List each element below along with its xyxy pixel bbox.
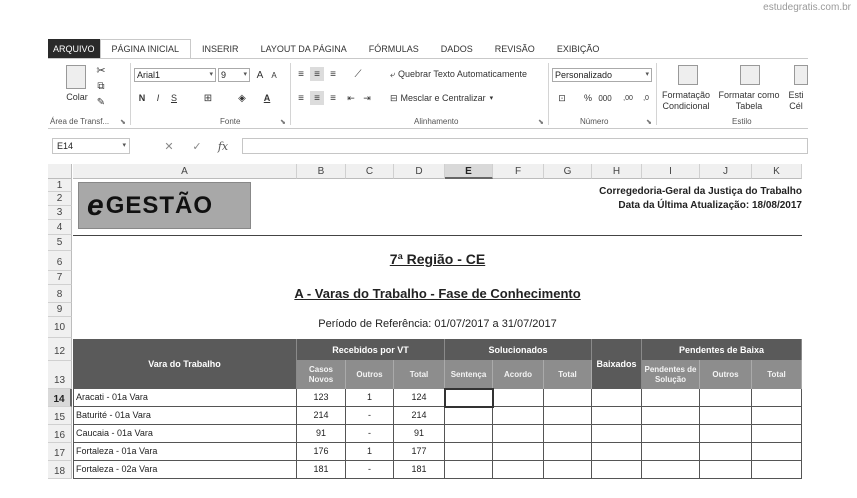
cell-empty[interactable] — [493, 425, 544, 443]
cell-empty[interactable] — [642, 443, 700, 461]
tab-pagina-inicial[interactable]: PÁGINA INICIAL — [100, 39, 192, 58]
merge-center-icon: ⊟ — [390, 92, 398, 103]
wrap-text-icon: ⤶ — [390, 68, 396, 79]
cell-empty[interactable] — [445, 407, 493, 425]
cell-vara[interactable]: Fortaleza - 01a Vara — [73, 443, 297, 461]
cell-casos[interactable]: 176 — [297, 443, 346, 461]
row-header-16[interactable]: 16 — [48, 425, 72, 443]
cell-vara[interactable]: Aracati - 01a Vara — [73, 389, 297, 407]
increase-decimal-button[interactable]: ,00 — [623, 94, 633, 102]
row-header-4[interactable]: 4 — [48, 220, 72, 235]
row-header-3[interactable]: 3 — [48, 206, 72, 220]
conditional-format-icon — [678, 65, 698, 85]
row-header-13[interactable]: 13 — [48, 361, 72, 389]
cell-total[interactable]: 214 — [394, 407, 445, 425]
row-header-8[interactable]: 8 — [48, 285, 72, 303]
cell-empty[interactable] — [445, 443, 493, 461]
increase-indent-icon[interactable]: ⇥ — [363, 92, 371, 103]
row-header-14[interactable]: 14 — [48, 389, 72, 407]
alignment-launcher-icon[interactable]: ⬊ — [538, 119, 544, 126]
subheader-total-solucionados: Total — [544, 360, 592, 389]
tab-inserir[interactable]: INSERIR — [202, 43, 239, 54]
copy-icon[interactable]: ⧉ — [97, 80, 105, 92]
subheader-pendentes-solucao: Pendentes de Solução — [642, 360, 700, 389]
fill-color-icon[interactable]: ◈ — [238, 92, 246, 104]
enter-icon[interactable]: ✓ — [192, 140, 202, 153]
cell-empty[interactable] — [592, 443, 642, 461]
align-center-icon[interactable]: ≡ — [310, 91, 324, 105]
row-header-18[interactable]: 18 — [48, 461, 72, 479]
cell-empty[interactable] — [544, 461, 592, 479]
logo-text: GESTÃO — [105, 191, 214, 219]
cell-total[interactable]: 181 — [394, 461, 445, 479]
org-name: Corregedoria-Geral da Justiça do Trabalho — [599, 186, 802, 197]
reference-period: Período de Referência: 01/07/2017 a 31/07/2017 — [318, 318, 557, 330]
ribbon-tabs — [48, 39, 610, 58]
column-header-e[interactable]: E — [445, 164, 493, 179]
align-top-icon[interactable]: ≡ — [298, 68, 304, 80]
cell-empty[interactable] — [592, 461, 642, 479]
tab-formulas[interactable]: FÓRMULAS — [368, 43, 419, 54]
align-left-icon[interactable]: ≡ — [298, 92, 304, 104]
subheader-total: Total — [394, 360, 445, 389]
section-title: A - Varas do Trabalho - Fase de Conhecimento — [294, 286, 581, 301]
column-header-j[interactable]: J — [700, 164, 752, 179]
subheader-acordo: Acordo — [493, 360, 544, 389]
cell-empty[interactable] — [752, 389, 802, 407]
align-bottom-icon[interactable]: ≡ — [330, 68, 336, 80]
column-header-a[interactable]: A — [73, 164, 297, 179]
cell-empty[interactable] — [642, 461, 700, 479]
cell-empty[interactable] — [700, 389, 752, 407]
format-painter-icon[interactable]: ✎ — [96, 96, 106, 108]
subheader-sentenca: Sentença — [445, 360, 493, 389]
cell-empty[interactable] — [642, 389, 700, 407]
underline-button[interactable]: S — [170, 93, 177, 103]
column-header-g[interactable]: G — [544, 164, 592, 179]
row-header-5[interactable]: 5 — [48, 235, 72, 251]
header-baixados: Baixados — [592, 339, 642, 389]
cell-empty[interactable] — [445, 425, 493, 443]
subheader-casos-novos: Casos Novos — [297, 360, 346, 389]
cell-empty[interactable] — [493, 407, 544, 425]
cell-empty[interactable] — [642, 407, 700, 425]
shrink-font-button[interactable]: A — [271, 70, 277, 80]
cell-empty[interactable] — [752, 461, 802, 479]
header-recebidos: Recebidos por VT — [297, 339, 445, 360]
column-header-c[interactable]: C — [346, 164, 394, 179]
cell-outros[interactable]: - — [346, 407, 394, 425]
row-header-7[interactable]: 7 — [48, 271, 72, 285]
cell-empty[interactable] — [445, 461, 493, 479]
cell-empty[interactable] — [700, 443, 752, 461]
row-header-12[interactable]: 12 — [48, 338, 72, 361]
cell-total[interactable]: 177 — [394, 443, 445, 461]
cell-casos[interactable]: 181 — [297, 461, 346, 479]
cell-empty[interactable] — [592, 407, 642, 425]
cell-empty[interactable] — [493, 389, 544, 407]
column-header-k[interactable]: K — [752, 164, 802, 179]
row-header-9[interactable]: 9 — [48, 303, 72, 317]
number-launcher-icon[interactable]: ⬊ — [646, 119, 652, 126]
cell-empty[interactable] — [592, 425, 642, 443]
thousands-button[interactable]: 000 — [598, 93, 612, 103]
cell-total[interactable]: 124 — [394, 389, 445, 407]
header-divider — [73, 235, 802, 236]
bold-button[interactable]: N — [138, 93, 146, 103]
column-header-d[interactable]: D — [394, 164, 445, 179]
cell-empty[interactable] — [700, 461, 752, 479]
cancel-icon[interactable]: ✕ — [164, 140, 174, 153]
logo-e: e — [87, 188, 105, 222]
cell-outros[interactable]: - — [346, 461, 394, 479]
select-all-corner[interactable] — [48, 164, 72, 179]
header-solucionados: Solucionados — [445, 339, 592, 360]
cut-icon[interactable]: ✂ — [96, 64, 106, 77]
row-header-17[interactable]: 17 — [48, 443, 72, 461]
watermark: estudegratis.com.br — [763, 2, 851, 13]
cell-vara[interactable]: Caucaia - 01a Vara — [73, 425, 297, 443]
font-name-select[interactable]: Arial1 ▾ — [134, 68, 216, 82]
font-launcher-icon[interactable]: ⬊ — [280, 119, 286, 126]
cell-empty[interactable] — [700, 425, 752, 443]
align-middle-icon[interactable]: ≡ — [310, 67, 324, 81]
cell-empty[interactable] — [544, 443, 592, 461]
format-table-button[interactable]: Formatar como Tabela — [718, 90, 780, 111]
borders-icon[interactable]: ⊞ — [203, 92, 213, 104]
cell-empty[interactable] — [642, 425, 700, 443]
cell-empty[interactable] — [493, 461, 544, 479]
font-size-select[interactable]: 9 ▾ — [218, 68, 250, 82]
italic-button[interactable]: I — [156, 93, 160, 103]
grow-font-button[interactable]: A — [256, 69, 264, 81]
cell-empty[interactable] — [493, 443, 544, 461]
alignment-group-label: Alinhamento — [414, 117, 459, 126]
currency-icon[interactable]: ⊡ — [558, 92, 566, 103]
ribbon — [48, 58, 808, 129]
row-header-2[interactable]: 2 — [48, 192, 72, 206]
font-group-label: Fonte — [220, 117, 241, 126]
cell-casos[interactable]: 91 — [297, 425, 346, 443]
e-gestao-logo — [78, 182, 251, 229]
row-header-10[interactable]: 10 — [48, 317, 72, 338]
row-header-6[interactable]: 6 — [48, 251, 72, 271]
cell-outros[interactable]: 1 — [346, 389, 394, 407]
conditional-format-button[interactable]: Formatação Condicional — [661, 90, 711, 111]
align-right-icon[interactable]: ≡ — [330, 92, 336, 104]
merge-center-label: Mesclar e Centralizar — [400, 93, 486, 103]
column-header-b[interactable]: B — [297, 164, 346, 179]
paste-icon — [66, 65, 86, 89]
cell-outros[interactable]: - — [346, 425, 394, 443]
row-header-1[interactable]: 1 — [48, 179, 72, 192]
decrease-indent-icon[interactable]: ⇤ — [347, 92, 355, 103]
cell-vara[interactable]: Fortaleza - 02a Vara — [73, 461, 297, 479]
cell-empty[interactable] — [544, 389, 592, 407]
cell-styles-button[interactable]: Esti Cél — [788, 90, 804, 111]
orientation-icon[interactable]: ⟋ — [354, 68, 362, 80]
clipboard-launcher-icon[interactable]: ⬊ — [120, 119, 126, 126]
region-title: 7ª Região - CE — [389, 251, 486, 267]
cell-outros[interactable]: 1 — [346, 443, 394, 461]
tab-layout-da-pagina[interactable]: LAYOUT DA PÁGINA — [260, 43, 347, 54]
wrap-text-button[interactable] — [390, 67, 527, 81]
cell-casos[interactable]: 123 — [297, 389, 346, 407]
decrease-decimal-button[interactable]: ,0 — [643, 94, 649, 102]
format-table-icon — [740, 65, 760, 85]
cell-casos[interactable]: 214 — [297, 407, 346, 425]
tab-exibicao[interactable]: EXIBIÇÃO — [556, 43, 600, 54]
tab-arquivo[interactable]: ARQUIVO — [48, 39, 100, 58]
last-update: Data da Última Atualização: 18/08/2017 — [618, 200, 802, 211]
column-header-i[interactable]: I — [642, 164, 700, 179]
subheader-outros: Outros — [346, 360, 394, 389]
clipboard-group-label: Área de Transf... — [50, 117, 110, 126]
cell-vara[interactable]: Baturité - 01a Vara — [73, 407, 297, 425]
subheader-outros-pendentes: Outros — [700, 360, 752, 389]
tab-dados[interactable]: DADOS — [440, 43, 473, 54]
cell-total[interactable]: 91 — [394, 425, 445, 443]
header-pendentes: Pendentes de Baixa — [642, 339, 802, 360]
font-color-button[interactable]: A — [263, 93, 271, 103]
selected-cell-e14[interactable] — [444, 388, 494, 408]
subheader-total-pendentes: Total — [752, 360, 802, 389]
wrap-text-label: Quebrar Texto Automaticamente — [398, 69, 527, 79]
column-header-h[interactable]: H — [592, 164, 642, 179]
number-format-select[interactable]: Personalizado ▾ — [552, 68, 652, 82]
paste-button[interactable]: Colar — [66, 92, 88, 102]
cell-empty[interactable] — [752, 425, 802, 443]
merge-center-button[interactable]: ⊟ Mesclar e Centralizar ▾ — [390, 92, 494, 103]
cell-empty[interactable] — [544, 407, 592, 425]
name-box[interactable]: E14 ▾ — [52, 138, 130, 154]
formula-input[interactable] — [242, 138, 808, 154]
number-group-label: Número — [580, 117, 609, 126]
row-header-15[interactable]: 15 — [48, 407, 72, 425]
insert-function-icon[interactable]: fx — [217, 139, 229, 153]
tab-revisao[interactable]: REVISÃO — [494, 43, 535, 54]
cell-empty[interactable] — [752, 407, 802, 425]
header-vara: Vara do Trabalho — [73, 339, 297, 389]
percent-button[interactable]: % — [583, 93, 592, 103]
cell-styles-icon — [794, 65, 808, 85]
styles-group-label: Estilo — [732, 117, 752, 126]
column-header-f[interactable]: F — [493, 164, 544, 179]
cell-empty[interactable] — [700, 407, 752, 425]
cell-empty[interactable] — [752, 443, 802, 461]
cell-empty[interactable] — [544, 425, 592, 443]
cell-empty[interactable] — [592, 389, 642, 407]
